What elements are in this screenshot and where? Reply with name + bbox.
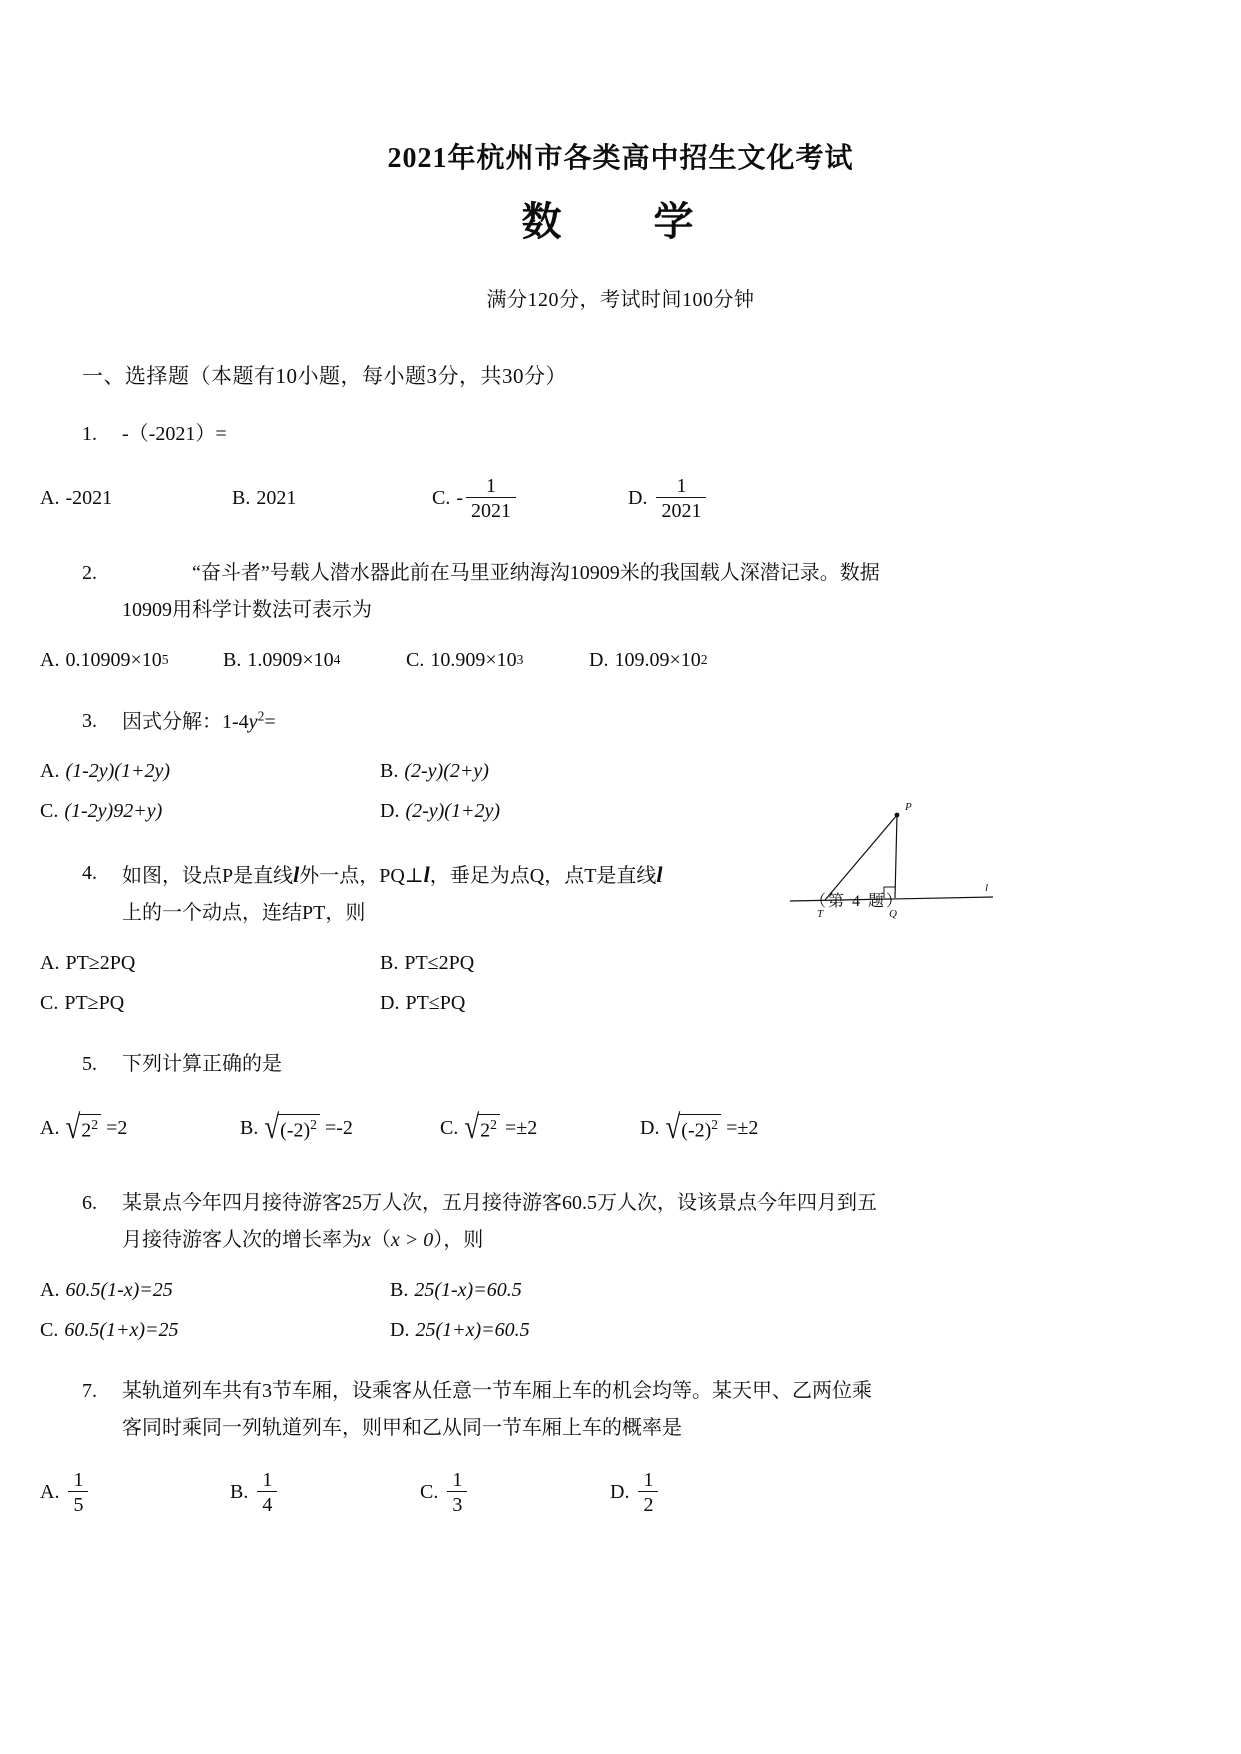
option-b-text: 2021 (256, 486, 297, 509)
question-stem-line-2: 10909用科学计数法可表示为 (122, 599, 372, 621)
option-a[interactable]: A. 0.10909×10 5 (40, 648, 169, 671)
question-number: 6. (82, 1192, 97, 1215)
option-a[interactable]: A. √ $2^2$ =2 (40, 1107, 128, 1146)
square-root: √ $(-2)^2$ (665, 1114, 721, 1143)
option-c-text: (1-2y)92+y) (64, 800, 163, 823)
question-2-options (40, 643, 1241, 677)
question-5 (82, 1046, 1082, 1083)
option-b-text: 25(1-x)=60.5 (414, 1278, 522, 1301)
question-7-options (40, 1461, 1241, 1523)
option-a-text: -2021 (65, 486, 113, 509)
question-number: 7. (82, 1380, 97, 1403)
question-3 (82, 703, 1082, 741)
fraction: $\frac{1}{3}$ (447, 1469, 467, 1516)
fraction: $\frac{1}{4}$ (257, 1469, 277, 1516)
question-stem: 因式分解：$1-4y^2=$ (122, 708, 276, 733)
question-3-options (40, 755, 1241, 829)
question-4-options (40, 946, 1241, 1020)
section-heading: 一、选择题（本题有10小题，每小题3分，共30分） (82, 364, 567, 388)
option-b[interactable]: B. 25(1-x)=60.5 (390, 1278, 522, 1301)
option-a-text: (1-2y)(1+2y) (65, 760, 171, 783)
svg-text:Q: Q (889, 908, 897, 920)
option-c[interactable]: C. 10.909×10 3 (406, 648, 524, 671)
question-number: 3. (82, 710, 97, 732)
option-d[interactable]: D. $\frac{1}{2021}$ (628, 475, 709, 522)
option-b[interactable]: B. (2-y)(2+y) (380, 760, 489, 783)
question-stem-line-2: 月接待游客人次的增长率为x（x > 0），则 (122, 1229, 484, 1252)
option-a[interactable]: A. (1-2y)(1+2y) (40, 760, 171, 783)
question-stem-line-1: 如图，设点P是直线l外一点，PQ⊥l，垂足为点Q，点T是直线l (122, 861, 663, 887)
option-a-text: PT≥2PQ (65, 951, 136, 974)
option-c[interactable]: C. √ $2^2$ =±2 (440, 1107, 538, 1146)
page-title: 2021年杭州市各类高中招生文化考试 (387, 143, 854, 174)
question-number: 2. (82, 562, 97, 584)
option-c-text: 60.5(1+x)=25 (64, 1318, 179, 1341)
figure-caption: （第 4 题） (810, 893, 905, 910)
question-4-figure (785, 793, 1000, 943)
option-a[interactable]: A. -2021 (40, 486, 113, 509)
question-5-options (40, 1097, 1241, 1159)
option-b-text: (2-y)(2+y) (404, 760, 489, 783)
square-root: √ $(-2)^2$ (264, 1114, 320, 1143)
option-c[interactable]: C. - $\frac{1}{2021}$ (432, 475, 628, 522)
question-stem: 下列计算正确的是 (122, 1053, 282, 1076)
option-d[interactable]: D. 109.09×10 2 (589, 648, 708, 671)
question-6 (82, 1185, 1082, 1259)
option-a-text: 60.5(1-x)=25 (65, 1278, 173, 1301)
question-stem: -（-2021）= (122, 423, 227, 445)
question-stem-line-1: 某轨道列车共有3节车厢，设乘客从任意一节车厢上车的机会均等。某天甲、乙两位乘 (122, 1380, 872, 1403)
question-7 (82, 1373, 1082, 1447)
option-b[interactable]: B. $\frac{1}{4}$ (230, 1469, 420, 1516)
question-1 (82, 416, 1082, 453)
square-root: √ $2^2$ (464, 1114, 500, 1143)
option-b[interactable]: B. PT≤2PQ (380, 951, 475, 974)
option-d-text: 25(1+x)=60.5 (415, 1318, 530, 1341)
question-1-options (40, 467, 1241, 529)
option-b[interactable]: B. √ $(-2)^2$ =-2 (240, 1107, 353, 1146)
option-b[interactable]: B. 2021 (232, 486, 297, 509)
question-stem-line-1: 某景点今年四月接待游客25万人次，五月接待游客60.5万人次，设该景点今年四月到五 (122, 1192, 877, 1215)
option-d[interactable]: D. 25(1+x)=60.5 (390, 1318, 530, 1341)
option-c[interactable]: C. PT≥PQ (40, 991, 125, 1014)
option-b[interactable]: B. 1.0909×10 4 (223, 648, 341, 671)
option-b-text: PT≤2PQ (404, 951, 475, 974)
option-a[interactable]: A. $\frac{1}{5}$ (40, 1469, 230, 1516)
question-2 (82, 555, 1082, 629)
option-d-text: PT≤PQ (405, 991, 466, 1014)
question-number: 5. (82, 1053, 97, 1076)
svg-text:l: l (985, 882, 989, 894)
option-d-text: (2-y)(1+2y) (405, 800, 501, 823)
minus-sign: - (456, 486, 464, 509)
square-root: √ $2^2$ (65, 1114, 101, 1143)
question-6-options (40, 1273, 1241, 1347)
svg-text:P: P (905, 801, 912, 813)
subject-title: 数 学 (521, 200, 720, 244)
option-d[interactable]: D. PT≤PQ (380, 991, 466, 1014)
fraction: $\frac{1}{5}$ (68, 1469, 88, 1516)
question-number: 1. (82, 423, 97, 445)
question-number: 4. (82, 861, 97, 884)
fraction: $\frac{1}{2}$ (638, 1469, 658, 1516)
option-c[interactable]: C. (1-2y)92+y) (40, 800, 163, 823)
option-d[interactable]: D. (2-y)(1+2y) (380, 800, 501, 823)
option-a[interactable]: A. PT≥2PQ (40, 951, 136, 974)
question-stem-line-2: 客同时乘同一列轨道列车，则甲和乙从同一节车厢上车的概率是 (122, 1417, 682, 1440)
question-stem-line-1: “奋斗者”号载人潜水器此前在马里亚纳海沟10909米的我国载人深潜记录。数据 (192, 562, 880, 584)
svg-text:T: T (817, 908, 824, 920)
fraction: $\frac{1}{2021}$ (656, 475, 706, 522)
fraction: $\frac{1}{2021}$ (466, 475, 516, 522)
exam-meta: 满分120分，考试时间100分钟 (486, 289, 755, 311)
option-d[interactable]: D. $\frac{1}{2}$ (610, 1469, 661, 1516)
option-c[interactable]: C. 60.5(1+x)=25 (40, 1318, 179, 1341)
geometry-diagram (785, 793, 1000, 943)
option-a[interactable]: A. 60.5(1-x)=25 (40, 1278, 173, 1301)
option-d[interactable]: D. √ $(-2)^2$ =±2 (640, 1107, 759, 1146)
question-stem-line-2: 上的一个动点，连结PT，则 (122, 902, 366, 925)
option-c-text: PT≥PQ (64, 991, 125, 1014)
option-c[interactable]: C. $\frac{1}{3}$ (420, 1469, 610, 1516)
